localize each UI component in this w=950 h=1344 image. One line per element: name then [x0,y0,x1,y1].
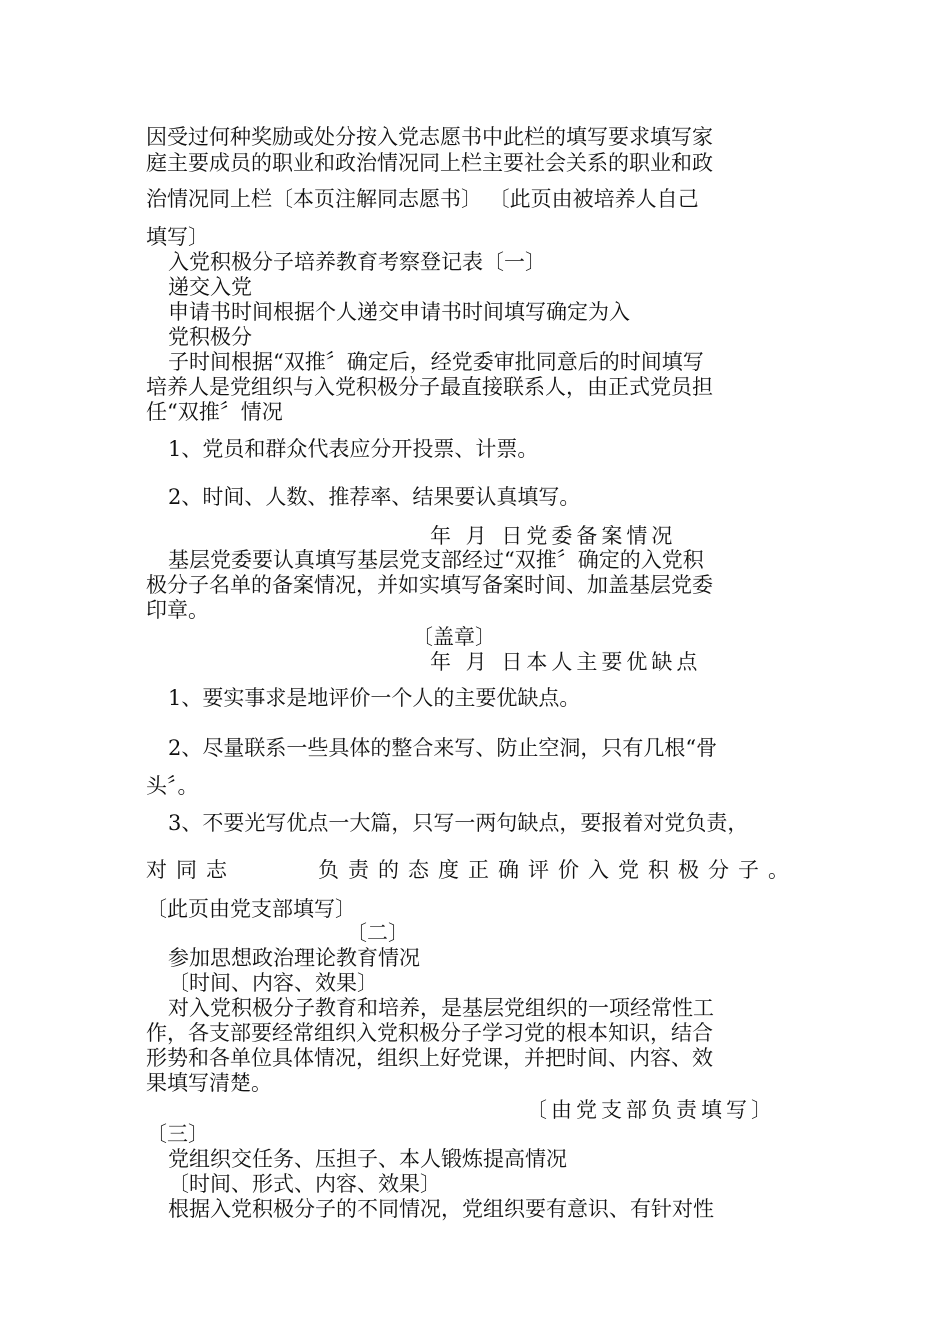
double-push-label: 任“双推〞情况 [146,400,283,424]
trainer-desc: 培养人是党组织与入党积极分子最直接联系人，由正式党员担 [146,375,713,399]
merit-note: 头〞。 [146,774,199,798]
filing-desc: 极分子名单的备案情况，并如实填写备案时间、加盖基层党委 [146,573,713,597]
vote-note: 2、时间、人数、推荐率、结果要认真填写。 [168,485,581,509]
merit-note: 负责的态度正确评价入党积极分子。 [318,858,798,882]
seal-label: 〔盖章〕 [412,625,496,649]
merit-note: 对同志 [146,858,236,882]
intro-line: 治情况同上栏〔本页注解同志愿书〕 〔此页由被培养人自己 [146,187,699,211]
branch-responsible: 〔由党支部负责填写〕 [526,1098,776,1122]
tasks-heading: 党组织交任务、压担子、本人锻炼提高情况 [168,1147,567,1171]
theory-desc: 对入党积极分子教育和培养，是基层党组织的一项经常性工 [168,996,714,1020]
merit-note: 3、不要光写优点一大篇，只写一两句缺点，要报着对党负责， [168,811,749,835]
merit-note: 1、要实事求是地评价一个人的主要优缺点。 [168,686,581,710]
theory-desc: 作，各支部要经常组织入党积极分子学习党的根本知识，结合 [146,1021,713,1045]
date-merits-heading: 年 月 日本人主要优缺点 [430,650,702,674]
intro-line: 填写〕 [146,225,209,249]
tasks-sub: 〔时间、形式、内容、效果〕 [168,1172,441,1196]
theory-heading: 参加思想政治理论教育情况 [168,946,420,970]
submit-label: 党积极分 [168,325,252,349]
theory-desc: 果填写清楚。 [146,1071,272,1095]
section-three: 〔三〕 [146,1122,209,1146]
vote-note: 1、党员和群众代表应分开投票、计票。 [168,437,539,461]
date-filing-heading: 年 月 日党委备案情况 [430,524,677,548]
section-two: 〔二〕 [346,921,409,945]
merit-note: 2、尽量联系一些具体的整合来写、防止空洞，只有几根“骨 [168,736,718,760]
intro-line: 因受过何种奖励或处分按入党志愿书中此栏的填写要求填写家 [146,125,713,149]
form-title: 入党积极分子培养教育考察登记表〔一〕 [168,250,546,274]
tasks-desc: 根据入党积极分子的不同情况，党组织要有意识、有针对性 [168,1197,714,1221]
submit-desc: 申请书时间根据个人递交申请书时间填写确定为入 [168,300,630,324]
intro-line: 庭主要成员的职业和政治情况同上栏主要社会关系的职业和政 [146,151,713,175]
filing-desc: 基层党委要认真填写基层党支部经过“双推〞确定的入党积 [168,548,704,572]
submit-label: 递交入党 [168,275,252,299]
branch-fill-note: 〔此页由党支部填写〕 [146,897,356,921]
theory-sub: 〔时间、内容、效果〕 [168,971,378,995]
theory-desc: 形势和各单位具体情况，组织上好党课，并把时间、内容、效 [146,1046,713,1070]
confirm-desc: 子时间根据“双推〞确定后，经党委审批同意后的时间填写 [168,350,704,374]
filing-desc: 印章。 [146,598,209,622]
